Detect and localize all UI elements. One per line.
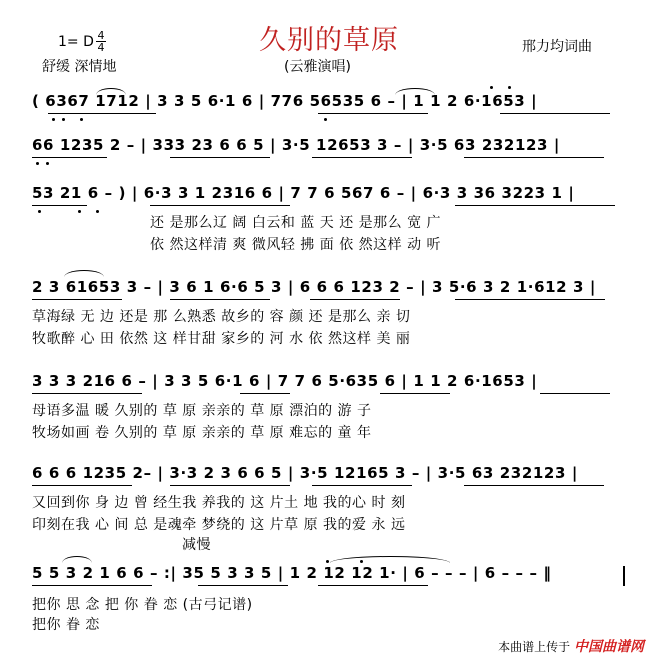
time-top: 4 [97,29,105,42]
octave-dot [36,162,39,165]
beam-line [455,299,605,300]
site-logo: 中国曲谱网 [574,639,644,655]
lyric-line-9: 把你 思 念 把 你 眷 恋 (古弓记谱) [32,597,253,613]
octave-dot [62,118,65,121]
octave-dot [80,118,83,121]
composer-credit: 邢力均词曲 [522,39,592,55]
notation-line-4: 2 3 61653 3 – | 3 6 1 6·6 5 3 | 6 6 6 123 2 – | 3 5·6 3 2 1·612 3 | [32,278,596,296]
footer-credit [498,636,644,656]
time-signature [96,30,106,53]
tie-mark [96,88,126,95]
beam-line [170,157,270,158]
beam-line [32,485,132,486]
lyric-line-1: 还 是那么辽 阔 白云和 蓝 天 还 是那么 宽 广 [150,215,442,231]
time-bottom: 4 [97,41,105,54]
beam-line [540,393,610,394]
tie-mark [395,88,435,95]
notation-line-3: 53 21 6 – ) | 6·3 3 1 2316 6 | 7 7 6 567 6 – | 6·3 3 36 3223 1 | [32,184,575,202]
octave-dot [490,86,493,89]
beam-line [198,585,288,586]
beam-line [312,485,412,486]
beam-line [464,485,604,486]
notation-line-7: 5 5 3 2 1 6 6 – :| 35 5 3 3 5 | 1 2 12 12 1· | 6 – – – | 6 – – – ‖ [32,564,552,582]
octave-dot [52,118,55,121]
octave-dot [326,560,329,563]
lyric-line-2: 依 然这样清 爽 微风轻 拂 面 依 然这样 动 听 [150,237,442,253]
beam-line [312,157,412,158]
final-barline [623,566,625,586]
tempo-marking: 舒缓 深情地 [42,59,117,75]
notation-line-6: 6 6 6 1235 2– | 3·3 2 3 6 6 5 | 3·5 12165 3 – | 3·5 63 232123 | [32,464,578,482]
beam-line [240,393,290,394]
notation-line-1: ( 6367 1712 | 3 3 5 6·1 6 | 776 56535 6 – | 1 1 2 6·1653 | [32,92,538,110]
beam-line [48,113,156,114]
lyric-line-8: 印刻在我 心 间 总 是魂牵 梦绕的 这 片草 原 我的爱 永 远 [32,517,406,533]
beam-line [32,393,142,394]
key-signature: 1= D [58,34,94,50]
lyric-line-6: 牧场如画 卷 久别的 草 原 亲亲的 草 原 难忘的 童 年 [32,425,372,441]
upload-note: 本曲谱上传于 [498,640,571,654]
octave-dot [46,162,49,165]
octave-dot [324,118,327,121]
lyric-line-5: 母语多温 暖 久别的 草 原 亲亲的 草 原 漂泊的 游 子 [32,403,372,419]
song-title: 久别的草原 [259,25,399,56]
octave-dot [96,210,99,213]
octave-dot [78,210,81,213]
lyric-line-10: 把你 眷 恋 [32,617,100,633]
notation-line-5: 3 3 3 216 6 – | 3 3 5 6·1 6 | 7 7 6 5·635 6 | 1 1 2 6·1653 | [32,372,538,390]
notation-line-2: 66 1235 2 – | 333 23 6 6 5 | 3·5 12653 3 – | 3·5 63 232123 | [32,136,560,154]
octave-dot [360,560,363,563]
beam-line [32,157,107,158]
beam-line [32,299,122,300]
beam-line [318,113,428,114]
octave-dot [508,86,511,89]
beam-line [380,393,450,394]
tie-mark [64,270,104,277]
beam-line [32,205,87,206]
octave-dot [38,210,41,213]
slow-down-marking: 减慢 [182,537,211,553]
beam-line [32,585,152,586]
singer-credit: (云雅演唱) [284,59,351,75]
beam-line [318,585,428,586]
lyric-line-7: 又回到你 身 边 曾 经生我 养我的 这 片土 地 我的心 时 刻 [32,495,406,511]
beam-line [310,299,400,300]
tie-mark [330,556,450,563]
beam-line [455,205,615,206]
beam-line [150,205,290,206]
lyric-line-3: 草海绿 无 边 还是 那 么熟悉 故乡的 容 颜 还 是那么 亲 切 [32,309,411,325]
tie-mark [62,556,92,563]
beam-line [170,485,290,486]
beam-line [500,113,610,114]
beam-line [464,157,604,158]
beam-line [170,299,270,300]
lyric-line-4: 牧歌醉 心 田 依然 这 样甘甜 家乡的 河 水 依 然这样 美 丽 [32,331,411,347]
